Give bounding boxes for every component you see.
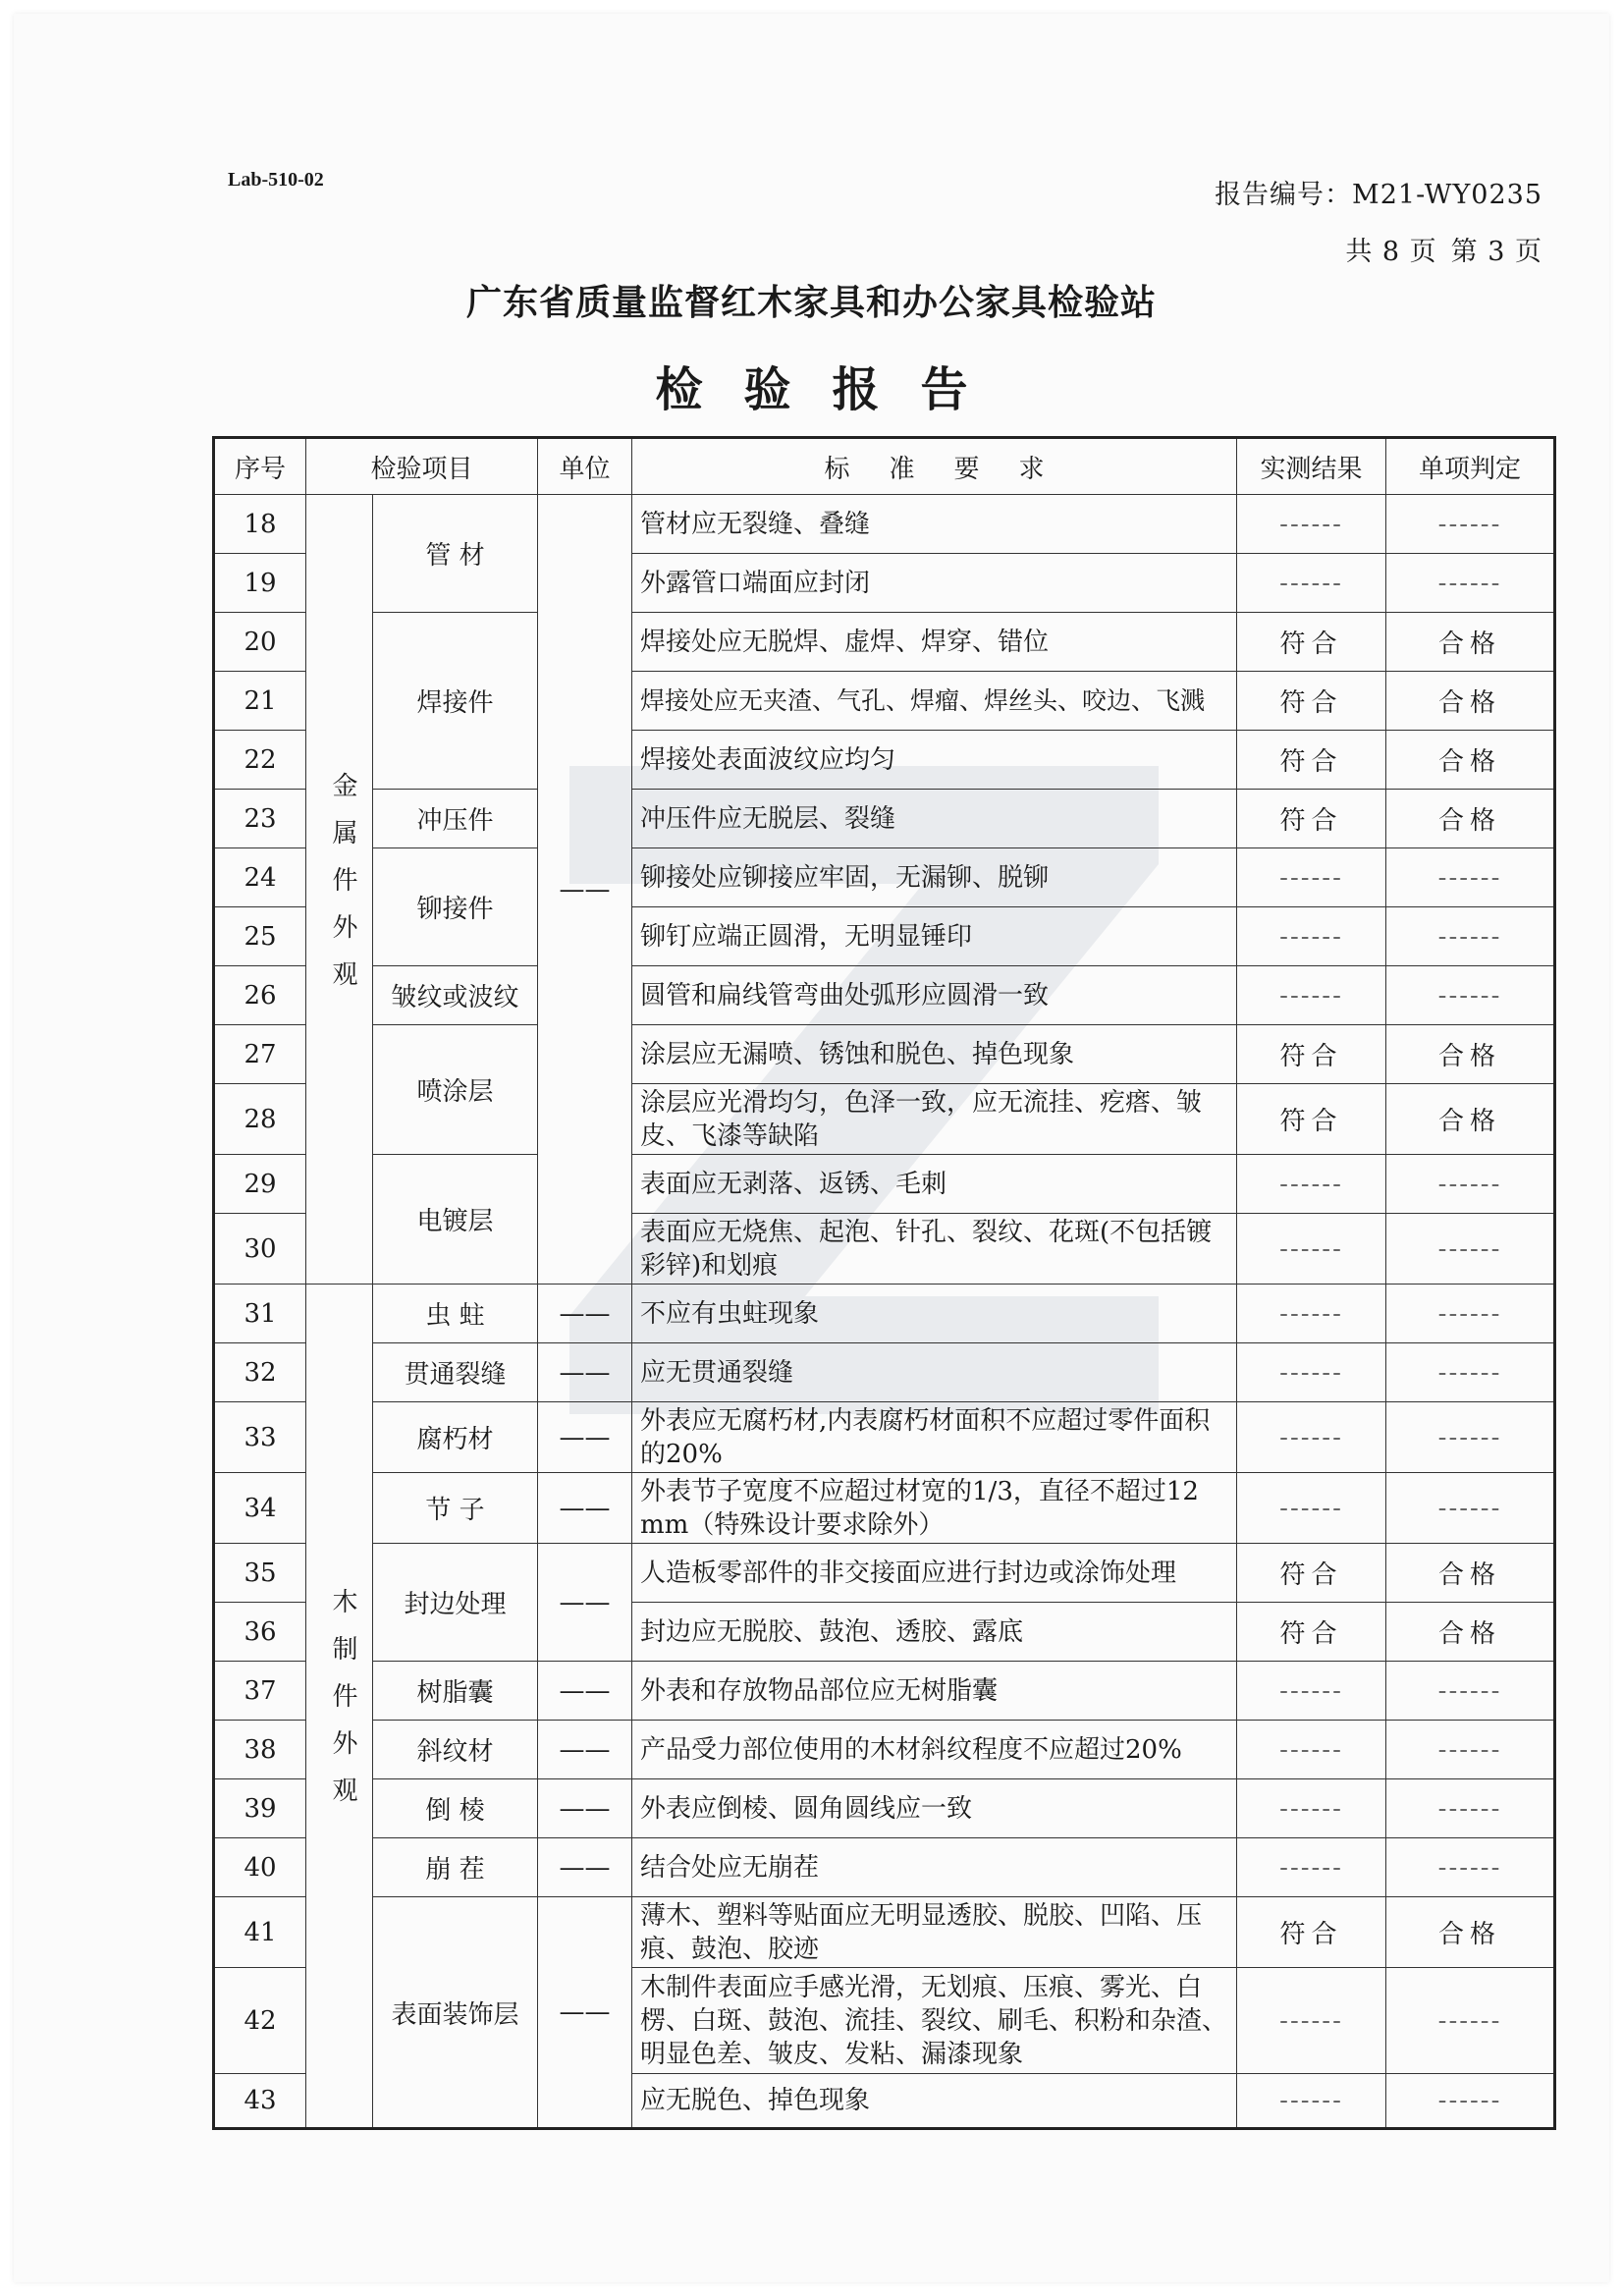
result: ------ [1237, 1662, 1386, 1721]
requirement: 管材应无裂缝、叠缝 [632, 495, 1237, 554]
item-fuxiu: 腐朽材 [373, 1402, 538, 1473]
row-number: 24 [214, 848, 306, 907]
item-maojiejian: 铆接件 [373, 848, 538, 966]
category-wood: 木制件外观 [306, 1285, 373, 2129]
lab-code: Lab-510-02 [228, 169, 324, 191]
row-number: 40 [214, 1838, 306, 1897]
table-row [214, 1473, 1555, 1544]
result: 符合 [1237, 731, 1386, 790]
unit: —— [538, 1662, 632, 1721]
total-pages: 共 8 页 [1345, 237, 1437, 267]
row-number: 43 [214, 2074, 306, 2129]
result: ------ [1237, 1721, 1386, 1779]
row-number: 21 [214, 672, 306, 731]
row-number: 34 [214, 1473, 306, 1544]
item-shuzhi: 树脂囊 [373, 1662, 538, 1721]
verdict: 合格 [1386, 1603, 1555, 1662]
table-row [214, 495, 1555, 554]
result: ------ [1237, 495, 1386, 554]
row-number: 37 [214, 1662, 306, 1721]
requirement: 焊接处应无夹渣、气孔、焊瘤、焊丝头、咬边、飞溅 [632, 672, 1237, 731]
row-number: 25 [214, 907, 306, 966]
result: ------ [1237, 1402, 1386, 1473]
requirement: 焊接处应无脱焊、虚焊、焊穿、错位 [632, 613, 1237, 672]
verdict: ------ [1386, 966, 1555, 1025]
requirement: 结合处应无崩茬 [632, 1838, 1237, 1897]
item-chongyajian: 冲压件 [373, 790, 538, 848]
requirement: 外表节子宽度不应超过材宽的1/3，直径不超过12 mm（特殊设计要求除外） [632, 1473, 1237, 1544]
requirement: 产品受力部位使用的木材斜纹程度不应超过20% [632, 1721, 1237, 1779]
verdict: ------ [1386, 848, 1555, 907]
item-pentuceng: 喷涂层 [373, 1025, 538, 1155]
item-fengbian: 封边处理 [373, 1544, 538, 1662]
row-number: 22 [214, 731, 306, 790]
verdict: ------ [1386, 1662, 1555, 1721]
requirement: 外露管口端面应封闭 [632, 554, 1237, 613]
result: ------ [1237, 848, 1386, 907]
row-number: 31 [214, 1285, 306, 1343]
header-unit: 单位 [538, 438, 632, 495]
row-number: 26 [214, 966, 306, 1025]
result: ------ [1237, 1968, 1386, 2074]
page-count [1331, 230, 1542, 268]
verdict: 合格 [1386, 1544, 1555, 1603]
unit: —— [538, 1721, 632, 1779]
item-biaomian: 表面装饰层 [373, 1897, 538, 2129]
result: 符合 [1237, 613, 1386, 672]
result: 符合 [1237, 1084, 1386, 1155]
table-row [214, 1721, 1555, 1779]
requirement: 封边应无脱胶、鼓泡、透胶、露底 [632, 1603, 1237, 1662]
result: ------ [1237, 1285, 1386, 1343]
row-number: 35 [214, 1544, 306, 1603]
table-row [214, 848, 1555, 907]
row-number: 18 [214, 495, 306, 554]
verdict: 合格 [1386, 790, 1555, 848]
result: ------ [1237, 2074, 1386, 2129]
unit: —— [538, 1402, 632, 1473]
table-row [214, 1662, 1555, 1721]
table-row [214, 1402, 1555, 1473]
table-row [214, 1544, 1555, 1603]
requirement: 外表和存放物品部位应无树脂囊 [632, 1662, 1237, 1721]
result: 符合 [1237, 1025, 1386, 1084]
requirement: 木制件表面应手感光滑，无划痕、压痕、雾光、白楞、白斑、鼓泡、流挂、裂纹、刷毛、积粉和杂渣、明显色差、皱皮、发粘、漏漆现象 [632, 1968, 1237, 2074]
verdict: ------ [1386, 1343, 1555, 1402]
header-requirement: 标准要求 [632, 438, 1237, 495]
table-row [214, 613, 1555, 672]
table-header-row [214, 438, 1555, 495]
row-number: 39 [214, 1779, 306, 1838]
verdict: ------ [1386, 1779, 1555, 1838]
verdict: 合格 [1386, 613, 1555, 672]
result: ------ [1237, 1838, 1386, 1897]
row-number: 28 [214, 1084, 306, 1155]
requirement: 不应有虫蛀现象 [632, 1285, 1237, 1343]
unit: —— [538, 1779, 632, 1838]
result: 符合 [1237, 790, 1386, 848]
requirement: 应无脱色、掉色现象 [632, 2074, 1237, 2129]
current-page: 第 3 页 [1450, 237, 1542, 267]
header-item: 检验项目 [306, 438, 538, 495]
result: 符合 [1237, 672, 1386, 731]
result: ------ [1237, 907, 1386, 966]
result: ------ [1237, 554, 1386, 613]
requirement: 外表应倒棱、圆角圆线应一致 [632, 1779, 1237, 1838]
verdict: ------ [1386, 2074, 1555, 2129]
row-number: 41 [214, 1897, 306, 1968]
verdict: 合格 [1386, 731, 1555, 790]
verdict: 合格 [1386, 1025, 1555, 1084]
result: ------ [1237, 1343, 1386, 1402]
requirement: 铆接处应铆接应牢固，无漏铆、脱铆 [632, 848, 1237, 907]
item-diandu: 电镀层 [373, 1155, 538, 1285]
requirement: 涂层应无漏喷、锈蚀和脱色、掉色现象 [632, 1025, 1237, 1084]
result: ------ [1237, 1473, 1386, 1544]
unit: —— [538, 1838, 632, 1897]
requirement: 圆管和扁线管弯曲处弧形应圆滑一致 [632, 966, 1237, 1025]
item-bengcha: 崩 茬 [373, 1838, 538, 1897]
unit: —— [538, 1343, 632, 1402]
unit: —— [538, 1897, 632, 2129]
item-guancai: 管 材 [373, 495, 538, 613]
verdict: ------ [1386, 1214, 1555, 1285]
row-number: 23 [214, 790, 306, 848]
table-row [214, 790, 1555, 848]
verdict: ------ [1386, 1968, 1555, 2074]
requirement: 冲压件应无脱层、裂缝 [632, 790, 1237, 848]
unit: —— [538, 1285, 632, 1343]
table-row [214, 1343, 1555, 1402]
item-jiezi: 节 子 [373, 1473, 538, 1544]
category-metal: 金属件外观 [306, 495, 373, 1285]
requirement: 人造板零部件的非交接面应进行封边或涂饰处理 [632, 1544, 1237, 1603]
verdict: ------ [1386, 554, 1555, 613]
verdict: 合格 [1386, 1084, 1555, 1155]
unit: —— [538, 1544, 632, 1662]
row-number: 30 [214, 1214, 306, 1285]
requirement: 涂层应光滑均匀，色泽一致，应无流挂、疙瘩、皱皮、飞漆等缺陷 [632, 1084, 1237, 1155]
item-chongzhu: 虫 蛀 [373, 1285, 538, 1343]
verdict: ------ [1386, 1473, 1555, 1544]
row-number: 32 [214, 1343, 306, 1402]
verdict: ------ [1386, 1838, 1555, 1897]
table-row [214, 1779, 1555, 1838]
row-number: 42 [214, 1968, 306, 2074]
table-row [214, 1155, 1555, 1214]
document-title: 检验报告 [655, 362, 1009, 417]
verdict: ------ [1386, 495, 1555, 554]
requirement: 外表应无腐朽材,内表腐朽材面积不应超过零件面积的20% [632, 1402, 1237, 1473]
verdict: ------ [1386, 1285, 1555, 1343]
verdict: 合格 [1386, 1897, 1555, 1968]
verdict: ------ [1386, 907, 1555, 966]
row-number: 38 [214, 1721, 306, 1779]
item-daoleng: 倒 棱 [373, 1779, 538, 1838]
requirement: 表面应无烧焦、起泡、针孔、裂纹、花斑(不包括镀彩锌)和划痕 [632, 1214, 1237, 1285]
row-number: 27 [214, 1025, 306, 1084]
verdict: ------ [1386, 1721, 1555, 1779]
result: ------ [1237, 1214, 1386, 1285]
table-row [214, 1285, 1555, 1343]
table-row [214, 1897, 1555, 1968]
verdict: ------ [1386, 1155, 1555, 1214]
item-zhouwen: 皱纹或波纹 [373, 966, 538, 1025]
item-xiewen: 斜纹材 [373, 1721, 538, 1779]
requirement: 铆钉应端正圆滑，无明显锤印 [632, 907, 1237, 966]
result: 符合 [1237, 1897, 1386, 1968]
table-row [214, 1025, 1555, 1084]
unit: —— [538, 1473, 632, 1544]
row-number: 29 [214, 1155, 306, 1214]
result: ------ [1237, 1779, 1386, 1838]
result: 符合 [1237, 1544, 1386, 1603]
result: ------ [1237, 1155, 1386, 1214]
requirement: 薄木、塑料等贴面应无明显透胶、脱胶、凹陷、压痕、鼓泡、胶迹 [632, 1897, 1237, 1968]
row-number: 19 [214, 554, 306, 613]
requirement: 焊接处表面波纹应均匀 [632, 731, 1237, 790]
row-number: 20 [214, 613, 306, 672]
header-verdict: 单项判定 [1386, 438, 1555, 495]
organization-title: 广东省质量监督红木家具和办公家具检验站 [465, 283, 1157, 323]
verdict: ------ [1386, 1402, 1555, 1473]
row-number: 36 [214, 1603, 306, 1662]
requirement: 应无贯通裂缝 [632, 1343, 1237, 1402]
header-result: 实测结果 [1237, 438, 1386, 495]
table-row [214, 1838, 1555, 1897]
verdict: 合格 [1386, 672, 1555, 731]
item-guantong: 贯通裂缝 [373, 1343, 538, 1402]
report-number: 报告编号：M21-WY0235 [1215, 180, 1542, 210]
row-number: 33 [214, 1402, 306, 1473]
requirement: 表面应无剥落、返锈、毛刺 [632, 1155, 1237, 1214]
unit-metal: —— [538, 495, 632, 1285]
table-row [214, 966, 1555, 1025]
inspection-table [212, 436, 1556, 2130]
header-seq: 序号 [214, 438, 306, 495]
item-hanjiejian: 焊接件 [373, 613, 538, 790]
result: ------ [1237, 966, 1386, 1025]
result: 符合 [1237, 1603, 1386, 1662]
